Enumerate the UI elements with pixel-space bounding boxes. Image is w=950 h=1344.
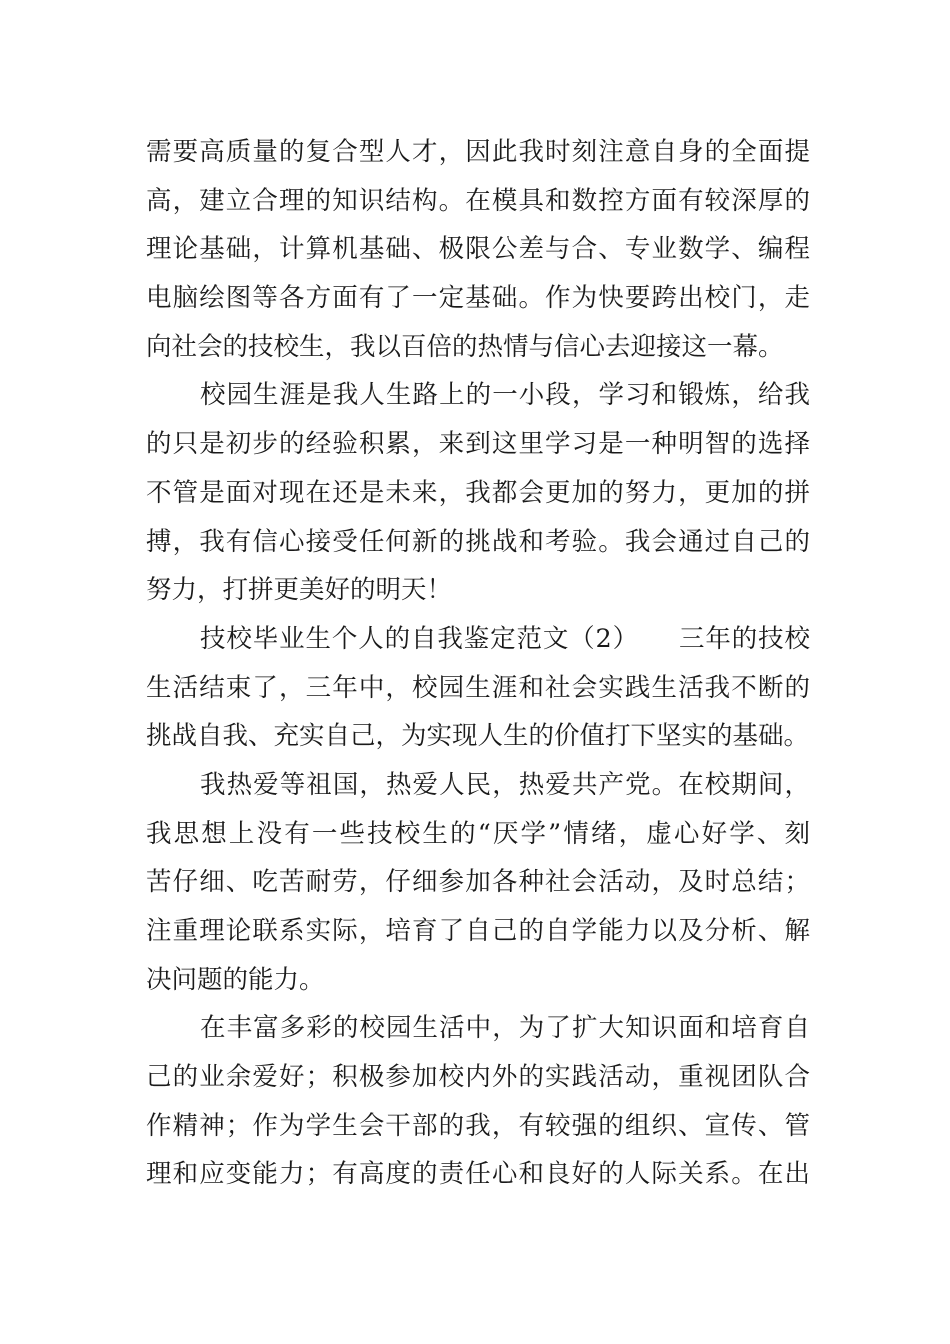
text-line: 我思想上没有一些技校生的“厌学”情绪，虚心好学、刻 [146, 818, 810, 849]
text-line: 挑战自我、充实自己，为实现人生的价值打下坚实的基础。 [146, 721, 810, 752]
text-line: 在丰富多彩的校园生活中，为了扩大知识面和培育自 [200, 1013, 810, 1044]
text-line: 高，建立合理的知识结构。在模具和数控方面有较深厚的 [146, 185, 810, 216]
document-body [146, 128, 810, 1199]
text-line: 电脑绘图等各方面有了一定基础。作为快要跨出校门，走 [146, 283, 810, 314]
text-line: 理论基础，计算机基础、极限公差与合、专业数学、编程 [146, 234, 810, 265]
text-line: 技校毕业生个人的自我鉴定范文（2） 三年的技校 [200, 623, 810, 654]
text-line: 不管是面对现在还是未来，我都会更加的努力，更加的拼 [146, 477, 810, 508]
text-line: 我热爱等祖国，热爱人民，热爱共产党。在校期间， [200, 769, 810, 800]
text-line: 搏，我有信心接受任何新的挑战和考验。我会通过自己的 [146, 526, 810, 557]
text-line: 决问题的能力。 [146, 964, 325, 995]
text-line: 向社会的技校生，我以百倍的热情与信心去迎接这一幕。 [146, 331, 784, 362]
text-line: 努力，打拼更美好的明天！ [146, 575, 453, 606]
text-line: 需要高质量的复合型人才，因此我时刻注意自身的全面提 [146, 137, 810, 167]
text-line: 注重理论联系实际，培育了自己的自学能力以及分析、解 [146, 916, 810, 946]
text-line: 己的业余爱好；积极参加校内外的实践活动，重视团队合 [146, 1062, 810, 1093]
text-line: 作精神；作为学生会干部的我，有较强的组织、宣传、管 [146, 1110, 810, 1141]
text-line: 的只是初步的经验积累，来到这里学习是一种明智的选择 [146, 429, 810, 460]
text-line: 校园生涯是我人生路上的一小段，学习和锻炼，给我 [200, 380, 810, 411]
text-line: 理和应变能力；有高度的责任心和良好的人际关系。在出 [146, 1159, 810, 1190]
text-line: 生活结束了，三年中，校园生涯和社会实践生活我不断的 [146, 672, 810, 703]
text-line: 苦仔细、吃苦耐劳，仔细参加各种社会活动，及时总结； [146, 867, 810, 898]
